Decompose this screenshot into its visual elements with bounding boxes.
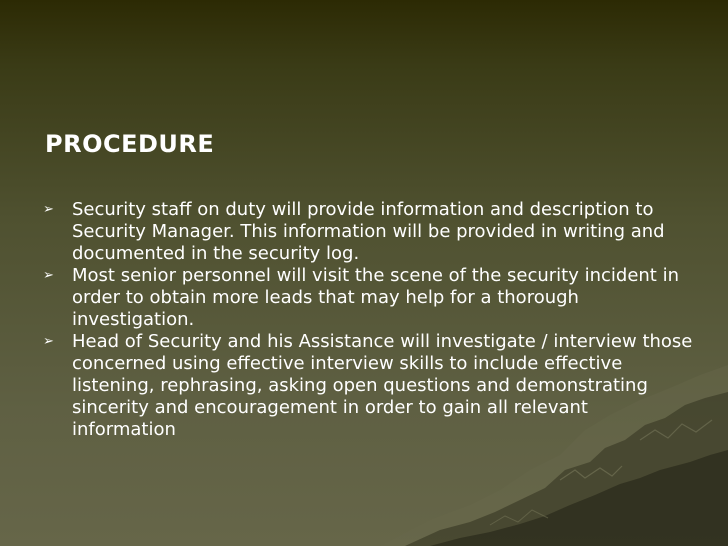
bullet-text: Head of Security and his Assistance will investigate / interview those concerned using effective interview skills to include effective listening, rephrasing, asking open questions and demonstrating sincerity and encouragement in order to gain all relevant information (72, 331, 693, 440)
bullet-text: Security staff on duty will provide information and description to Security Manager. This information will be provided in writing and documented in the security log. (72, 199, 665, 264)
bullet-text: Most senior personnel will visit the scene of the security incident in order to obtain more leads that may help for a thorough investigation. (72, 265, 679, 330)
list-item (45, 331, 695, 441)
arrowhead-bullet-icon: ➢ (43, 202, 54, 217)
arrowhead-bullet-icon: ➢ (43, 334, 54, 349)
bullet-list (45, 199, 695, 441)
arrowhead-bullet-icon: ➢ (43, 268, 54, 283)
list-item (45, 199, 695, 265)
slide-title: PROCEDURE (45, 130, 215, 158)
list-item (45, 265, 695, 331)
